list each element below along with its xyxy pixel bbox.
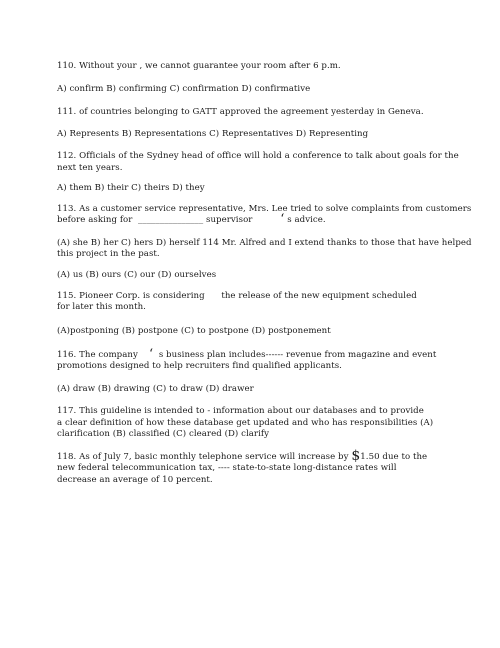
question-110-options: A) confirm B) confirming C) confirmation D) confirmative (57, 84, 311, 94)
question-113-options-line1: (A) she B) her C) hers D) herself 114 Mr. Alfred and I extend thanks to those that have helped (57, 238, 472, 248)
question-117-stem-line2: a clear definition of how these database get updated and who has responsibilities (A) (57, 418, 434, 428)
question-118-stem-line1 (57, 448, 428, 464)
question-115-stem-line1 (57, 291, 417, 302)
question-113-stem-part-b: supervisor (206, 215, 253, 225)
question-115-stem-part-b: the release of the new equipment scheduled (221, 291, 417, 301)
question-116-stem-part-b: s business plan includes------ revenue from magazine and event (158, 350, 437, 360)
question-111-stem: 111. of countries belonging to GATT approved the agreement yesterday in Geneva. (57, 107, 424, 117)
question-113-stem-part-a: before asking for (57, 215, 133, 225)
question-118-stem-part-a: 118. As of July 7, basic monthly telephone service will increase by (57, 452, 349, 462)
question-116-stem-line1 (57, 349, 436, 361)
question-118-stem-part-b: 1.50 due to the (360, 452, 428, 462)
question-117-stem-line1: 117. This guideline is intended to - information about our databases and to provide (57, 406, 424, 416)
question-113-options-line2: this project in the past. (57, 249, 160, 259)
question-116-stem-line2: promotions designed to help recruiters find qualified applicants. (57, 361, 342, 371)
question-113-stem-line2 (57, 214, 326, 226)
question-116-stem-part-a: 116. The company (57, 350, 138, 360)
question-113-apostrophe: ‘ (280, 212, 285, 227)
question-113-stem-part-c: s advice. (287, 215, 326, 225)
question-116-apostrophe: ‘ (149, 347, 154, 362)
question-118-stem-line2: new federal telecommunication tax, ---- state-to-state long-distance rates will (57, 463, 397, 473)
question-112-stem-line2: next ten years. (57, 163, 123, 173)
question-113-stem-line1: 113. As a customer service representative, Mrs. Lee tried to solve complaints from customers (57, 204, 472, 214)
question-117-stem-line3: clarification (B) classified (C) cleared (D) clarify (57, 429, 270, 439)
question-112-stem-line1: 112. Officials of the Sydney head of office will hold a conference to talk about goals for the (57, 151, 459, 161)
question-116-options: (A) draw (B) drawing (C) to draw (D) drawer (57, 384, 254, 394)
question-113-blank: _______________ (138, 215, 204, 225)
question-111-options: A) Represents B) Representations C) Representatives D) Representing (57, 129, 369, 139)
question-114-options: (A) us (B) ours (C) our (D) ourselves (57, 270, 217, 280)
question-115-options: (A)postponing (B) postpone (C) to postpone (D) postponement (57, 326, 331, 336)
question-118-stem-line3: decrease an average of 10 percent. (57, 475, 213, 485)
question-110-stem: 110. Without your , we cannot guarantee your room after 6 p.m. (57, 61, 341, 71)
question-115-stem-part-a: 115. Pioneer Corp. is considering (57, 291, 205, 301)
question-115-stem-line2: for later this month. (57, 302, 146, 312)
question-112-options: A) them B) their C) theirs D) they (57, 183, 205, 193)
dollar-sign: $ (351, 448, 361, 464)
